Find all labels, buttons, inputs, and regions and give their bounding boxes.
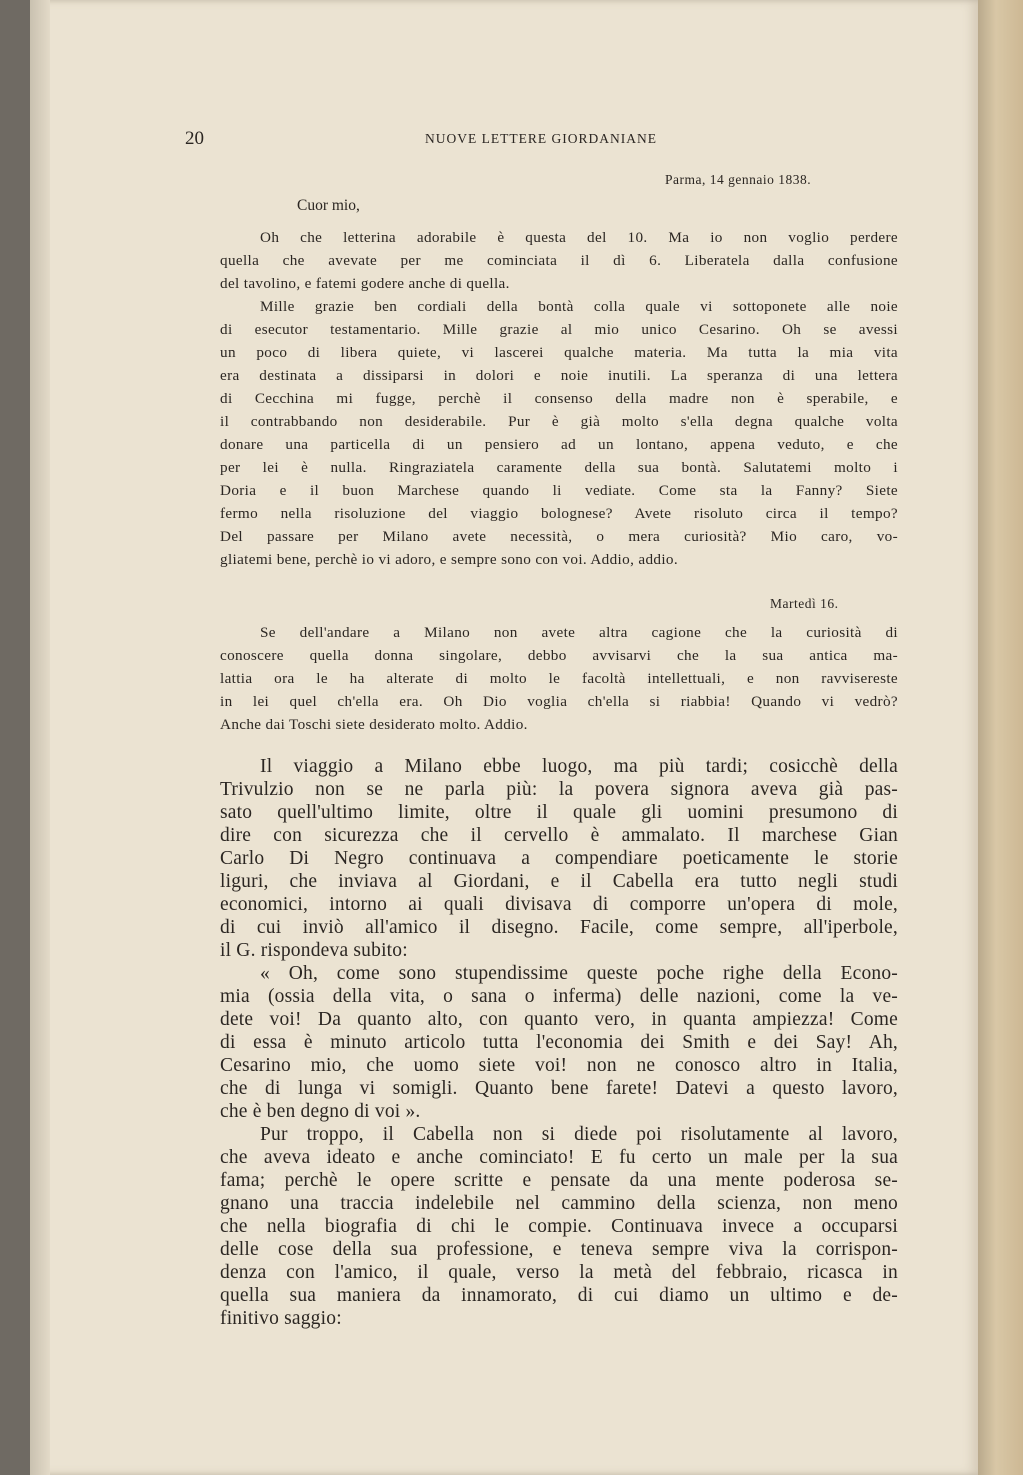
text-line: il G. rispondeva subito: — [220, 940, 408, 961]
text-line: Anche dai Toschi siete desiderato molto. Addio. — [220, 716, 528, 733]
text-line: di esecutor testamentario. Mille grazie al mio unico Cesarino. Oh se avessi — [220, 321, 898, 338]
text-line: che di lunga vi somigli. Quanto bene farete! Datevi a questo lavoro, — [220, 1078, 898, 1099]
letter1-dateline: Parma, 14 gennaio 1838. — [665, 172, 812, 187]
text-line: Carlo Di Negro continuava a compendiare poeticamente le storie — [220, 848, 898, 869]
page-number: 20 — [185, 128, 204, 149]
text-line: in lei quel ch'ella era. Oh Dio voglia ch'ella si riabbia! Quando vi vedrò? — [220, 693, 898, 710]
letter2-body — [220, 621, 898, 736]
text-line: Del passare per Milano avete necessità, o mera curiosità? Mio caro, vo- — [220, 528, 898, 545]
text-line: che aveva ideato e anche cominciato! E fu certo un male per la sua — [220, 1147, 898, 1168]
running-head: NUOVE LETTERE GIORDANIANE — [425, 131, 657, 146]
text-line: lattia ora le ha alterate di molto le facoltà intellettuali, e non ravvisereste — [220, 670, 898, 687]
text-line: Oh che letterina adorabile è questa del 10. Ma io non voglio perdere — [260, 229, 898, 246]
text-line: dire con sicurezza che il cervello è ammalato. Il marchese Gian — [220, 825, 898, 846]
text-line: il contrabbando non desiderabile. Pur è già molto s'ella degna qualche volta — [220, 413, 898, 430]
text-line: un poco di libera quiete, vi lascerei qualche materia. Ma tutta la mia vita — [220, 344, 898, 361]
letter1-body — [220, 226, 898, 571]
page-header — [185, 128, 745, 150]
text-line: conoscere quella donna singolare, debbo avvisarvi che la sua antica ma- — [220, 647, 898, 664]
text-line: quella che avevate per me cominciata il dì 6. Liberatela dalla confusione — [220, 252, 898, 269]
text-line: del tavolino, e fatemi godere anche di quella. — [220, 275, 510, 292]
text-line: gnano una traccia indelebile nel cammino della scienza, non meno — [220, 1193, 898, 1214]
letter2-dateline: Martedì 16. — [770, 596, 839, 611]
text-line: Doria e il buon Marchese quando li vediate. Come sta la Fanny? Siete — [220, 482, 898, 499]
text-line: di cui inviò all'amico il disegno. Facile, come sempre, all'iperbole, — [220, 917, 898, 938]
text-line: quella sua maniera da innamorato, di cui diamo un ultimo e de- — [220, 1285, 898, 1306]
text-line: sato quell'ultimo limite, oltre il quale gli uomini presumono di — [220, 802, 898, 823]
text-line: liguri, che inviava al Giordani, e il Cabella era tutto negli studi — [220, 871, 898, 892]
text-line: Trivulzio non se ne parla più: la povera signora aveva già pas- — [220, 779, 898, 800]
adjacent-page-edge — [978, 0, 1023, 1475]
letter1-salutation: Cuor mio, — [297, 197, 360, 214]
text-line: Pur troppo, il Cabella non si diede poi risolutamente al lavoro, — [260, 1124, 898, 1145]
text-line: fermo nella risoluzione del viaggio bolognese? Avete risoluto circa il tempo? — [220, 505, 898, 522]
text-line: gliatemi bene, perchè io vi adoro, e sempre sono con voi. Addio, addio. — [220, 551, 679, 568]
text-line: era destinata a dissiparsi in dolori e noie inutili. La speranza di una lettera — [220, 367, 898, 384]
text-line: che è ben degno di voi ». — [220, 1101, 421, 1122]
text-line: donare una particella di un pensiero ad un lontano, appena veduto, e che — [220, 436, 898, 453]
text-line: fama; perchè le opere scritte e pensate da una mente poderosa se- — [220, 1170, 898, 1191]
text-line: di essa è minuto articolo tutta l'economia dei Smith e dei Say! Ah, — [220, 1032, 898, 1053]
text-line: dete voi! Da quanto alto, con quanto vero, in quanta ampiezza! Come — [220, 1009, 898, 1030]
page-gutter — [30, 0, 50, 1475]
main-body-text — [220, 755, 898, 1330]
text-line: delle cose della sua professione, e teneva sempre viva la corrispon- — [220, 1239, 898, 1260]
text-line: mia (ossia della vita, o sana o inferma) delle nazioni, come la ve- — [220, 986, 898, 1007]
text-line: economici, intorno ai quali divisava di comporre un'opera di mole, — [220, 894, 898, 915]
text-line: finitivo saggio: — [220, 1308, 342, 1329]
text-line: denza con l'amico, il quale, verso la metà del febbraio, ricasca in — [220, 1262, 898, 1283]
text-line: « Oh, come sono stupendissime queste poche righe della Econo- — [260, 963, 898, 984]
text-line: Mille grazie ben cordiali della bontà colla quale vi sottoponete alle noie — [260, 298, 898, 315]
text-line: Se dell'andare a Milano non avete altra cagione che la curiosità di — [260, 624, 898, 641]
text-line: che nella biografia di chi le compie. Continuava invece a occuparsi — [220, 1216, 898, 1237]
text-line: Il viaggio a Milano ebbe luogo, ma più tardi; cosicchè della — [260, 756, 898, 777]
text-line: per lei è nulla. Ringraziatela caramente della sua bontà. Salutatemi molto i — [220, 459, 898, 476]
text-line: di Cecchina mi fugge, perchè il consenso della madre non è sperabile, e — [220, 390, 898, 407]
text-line: Cesarino mio, che uomo siete voi! non ne conosco altro in Italia, — [220, 1055, 898, 1076]
